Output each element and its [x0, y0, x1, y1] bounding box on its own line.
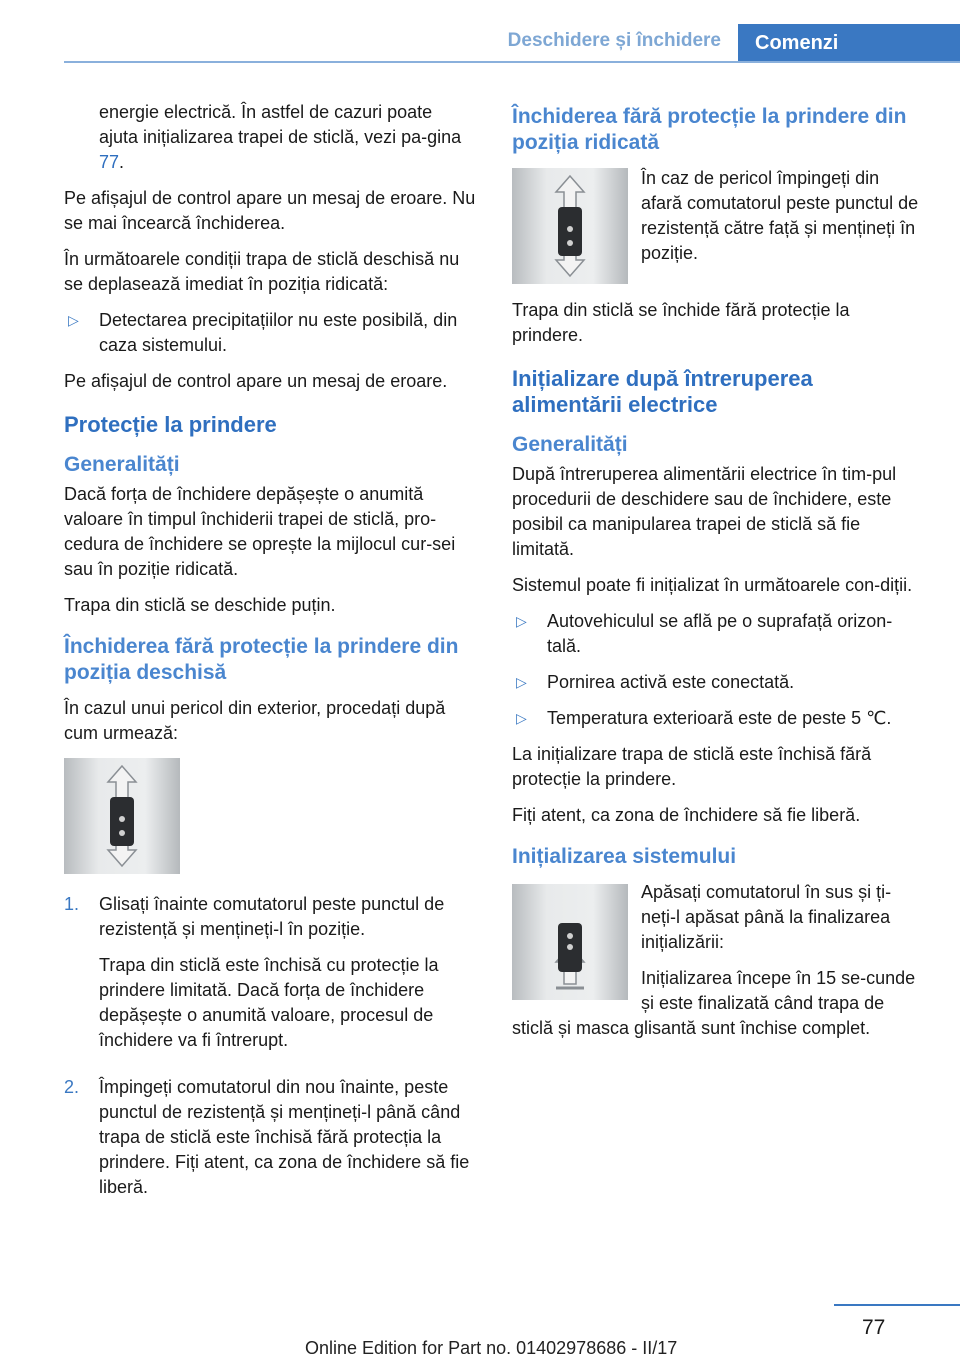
- list-item: ▷ Temperatura exterioară este de peste 5 ℃.: [512, 706, 924, 731]
- step-number: 2.: [64, 1077, 80, 1097]
- subsection-heading: Generalități: [64, 453, 180, 476]
- paragraph: Inițializarea începe în 15 se-cunde și este finalizată când trapa de sticlă și masca glisantă sunt închise complet.: [512, 968, 916, 1038]
- list-item: 1. Glisați înainte comutatorul peste punctul de rezistență și mențineți-l în poziție. Trapa din sticlă este închisă cu protecție la prindere limitată. Dacă forța de închidere depășește o anumită valoare, procesul de închidere va fi întrerupt.: [64, 892, 476, 1064]
- paragraph: Apăsați comutatorul în sus și ți-neți-l apăsat până la finalizarea inițializării:: [641, 882, 892, 952]
- paragraph: După întreruperea alimentării electrice în tim-pul procedurii de deschidere sau de închidere, este posibil ca manipularea trapei de sticlă să fie limitată.: [512, 464, 897, 559]
- subsection-heading: Închiderea fără protecție la prindere din poziția ridicată: [512, 105, 907, 154]
- step-number: 1.: [64, 894, 80, 914]
- list-item: ▷ Detectarea precipitațiilor nu este posibilă, din caza sistemului.: [64, 308, 476, 358]
- section-heading: Protecție la prindere: [64, 412, 277, 437]
- paragraph: Pe afișajul de control apare un mesaj de eroare. Nu se mai încearcă închiderea.: [64, 188, 476, 233]
- paragraph: Dacă forța de închidere depășește o anumită valoare în timpul închiderii trapei de sticlă, pro-cedura de închidere se oprește la mijlocul cur-sei sau în poziție ridicată.: [64, 484, 456, 579]
- page-number: 77: [862, 1316, 886, 1339]
- subsection-heading: Inițializarea sistemului: [512, 845, 737, 868]
- paragraph: La inițializare trapa de sticlă este închisă fără protecție la prindere.: [512, 744, 872, 789]
- bullet-icon: ▷: [516, 674, 527, 690]
- page-number-rule: [834, 1304, 960, 1306]
- right-column: [512, 100, 924, 1052]
- paragraph: În următoarele condiții trapa de sticlă deschisă nu se deplasează imediat în poziția ridicată:: [64, 249, 460, 294]
- paragraph: Sistemul poate fi inițializat în următoarele con-diții.: [512, 575, 913, 595]
- edition-footer: Online Edition for Part no. 01402978686 - II/17: [305, 1338, 678, 1358]
- bullet-icon: ▷: [516, 710, 527, 726]
- page-link[interactable]: 77: [99, 152, 120, 172]
- switch-illustration-image: [64, 758, 180, 874]
- list-item: ▷ Pornirea activă este conectată.: [512, 670, 924, 695]
- section-heading: Inițializare după întreruperea alimentării electrice: [512, 366, 813, 417]
- list-item: 2. Împingeți comutatorul din nou înainte, peste punctul de rezistență și mențineți-l până când trapa de sticlă este închisă fără protecția la prindere. Fiți atent, ca zona de închidere să fie liberă.: [64, 1075, 476, 1211]
- header-rule: [64, 61, 960, 63]
- bullet-icon: ▷: [516, 613, 527, 629]
- subsection-heading: Închiderea fără protecție la prindere din poziția deschisă: [64, 635, 459, 684]
- paragraph: În cazul unui pericol din exterior, procedați după cum urmează:: [64, 698, 446, 743]
- paragraph: Trapa din sticlă se închide fără protecție la prindere.: [512, 300, 850, 345]
- left-column: [64, 100, 476, 1222]
- list-item: ▷ Autovehiculul se află pe o suprafață orizon-tală.: [512, 609, 924, 659]
- switch-illustration-image: [512, 168, 628, 284]
- header-tab[interactable]: Comenzi: [738, 24, 960, 62]
- paragraph: Pe afișajul de control apare un mesaj de eroare.: [64, 371, 448, 391]
- text-with-image: [512, 166, 924, 290]
- paragraph: Fiți atent, ca zona de închidere să fie liberă.: [512, 805, 861, 825]
- subsection-heading: Generalități: [512, 433, 628, 456]
- header-section-title: Deschidere și închidere: [507, 30, 721, 51]
- paragraph: Trapa din sticlă se deschide puțin.: [64, 595, 336, 615]
- switch-illustration-image: [512, 884, 628, 1000]
- paragraph: În caz de pericol împingeți din afară comutatorul peste punctul de rezistență către față și mențineți în poziție.: [641, 168, 919, 263]
- text-with-image: [512, 880, 924, 1041]
- paragraph: energie electrică. În astfel de cazuri poate ajuta inițializarea trapei de sticlă, vezi pa-gina 77.: [99, 102, 462, 172]
- bullet-icon: ▷: [68, 312, 79, 328]
